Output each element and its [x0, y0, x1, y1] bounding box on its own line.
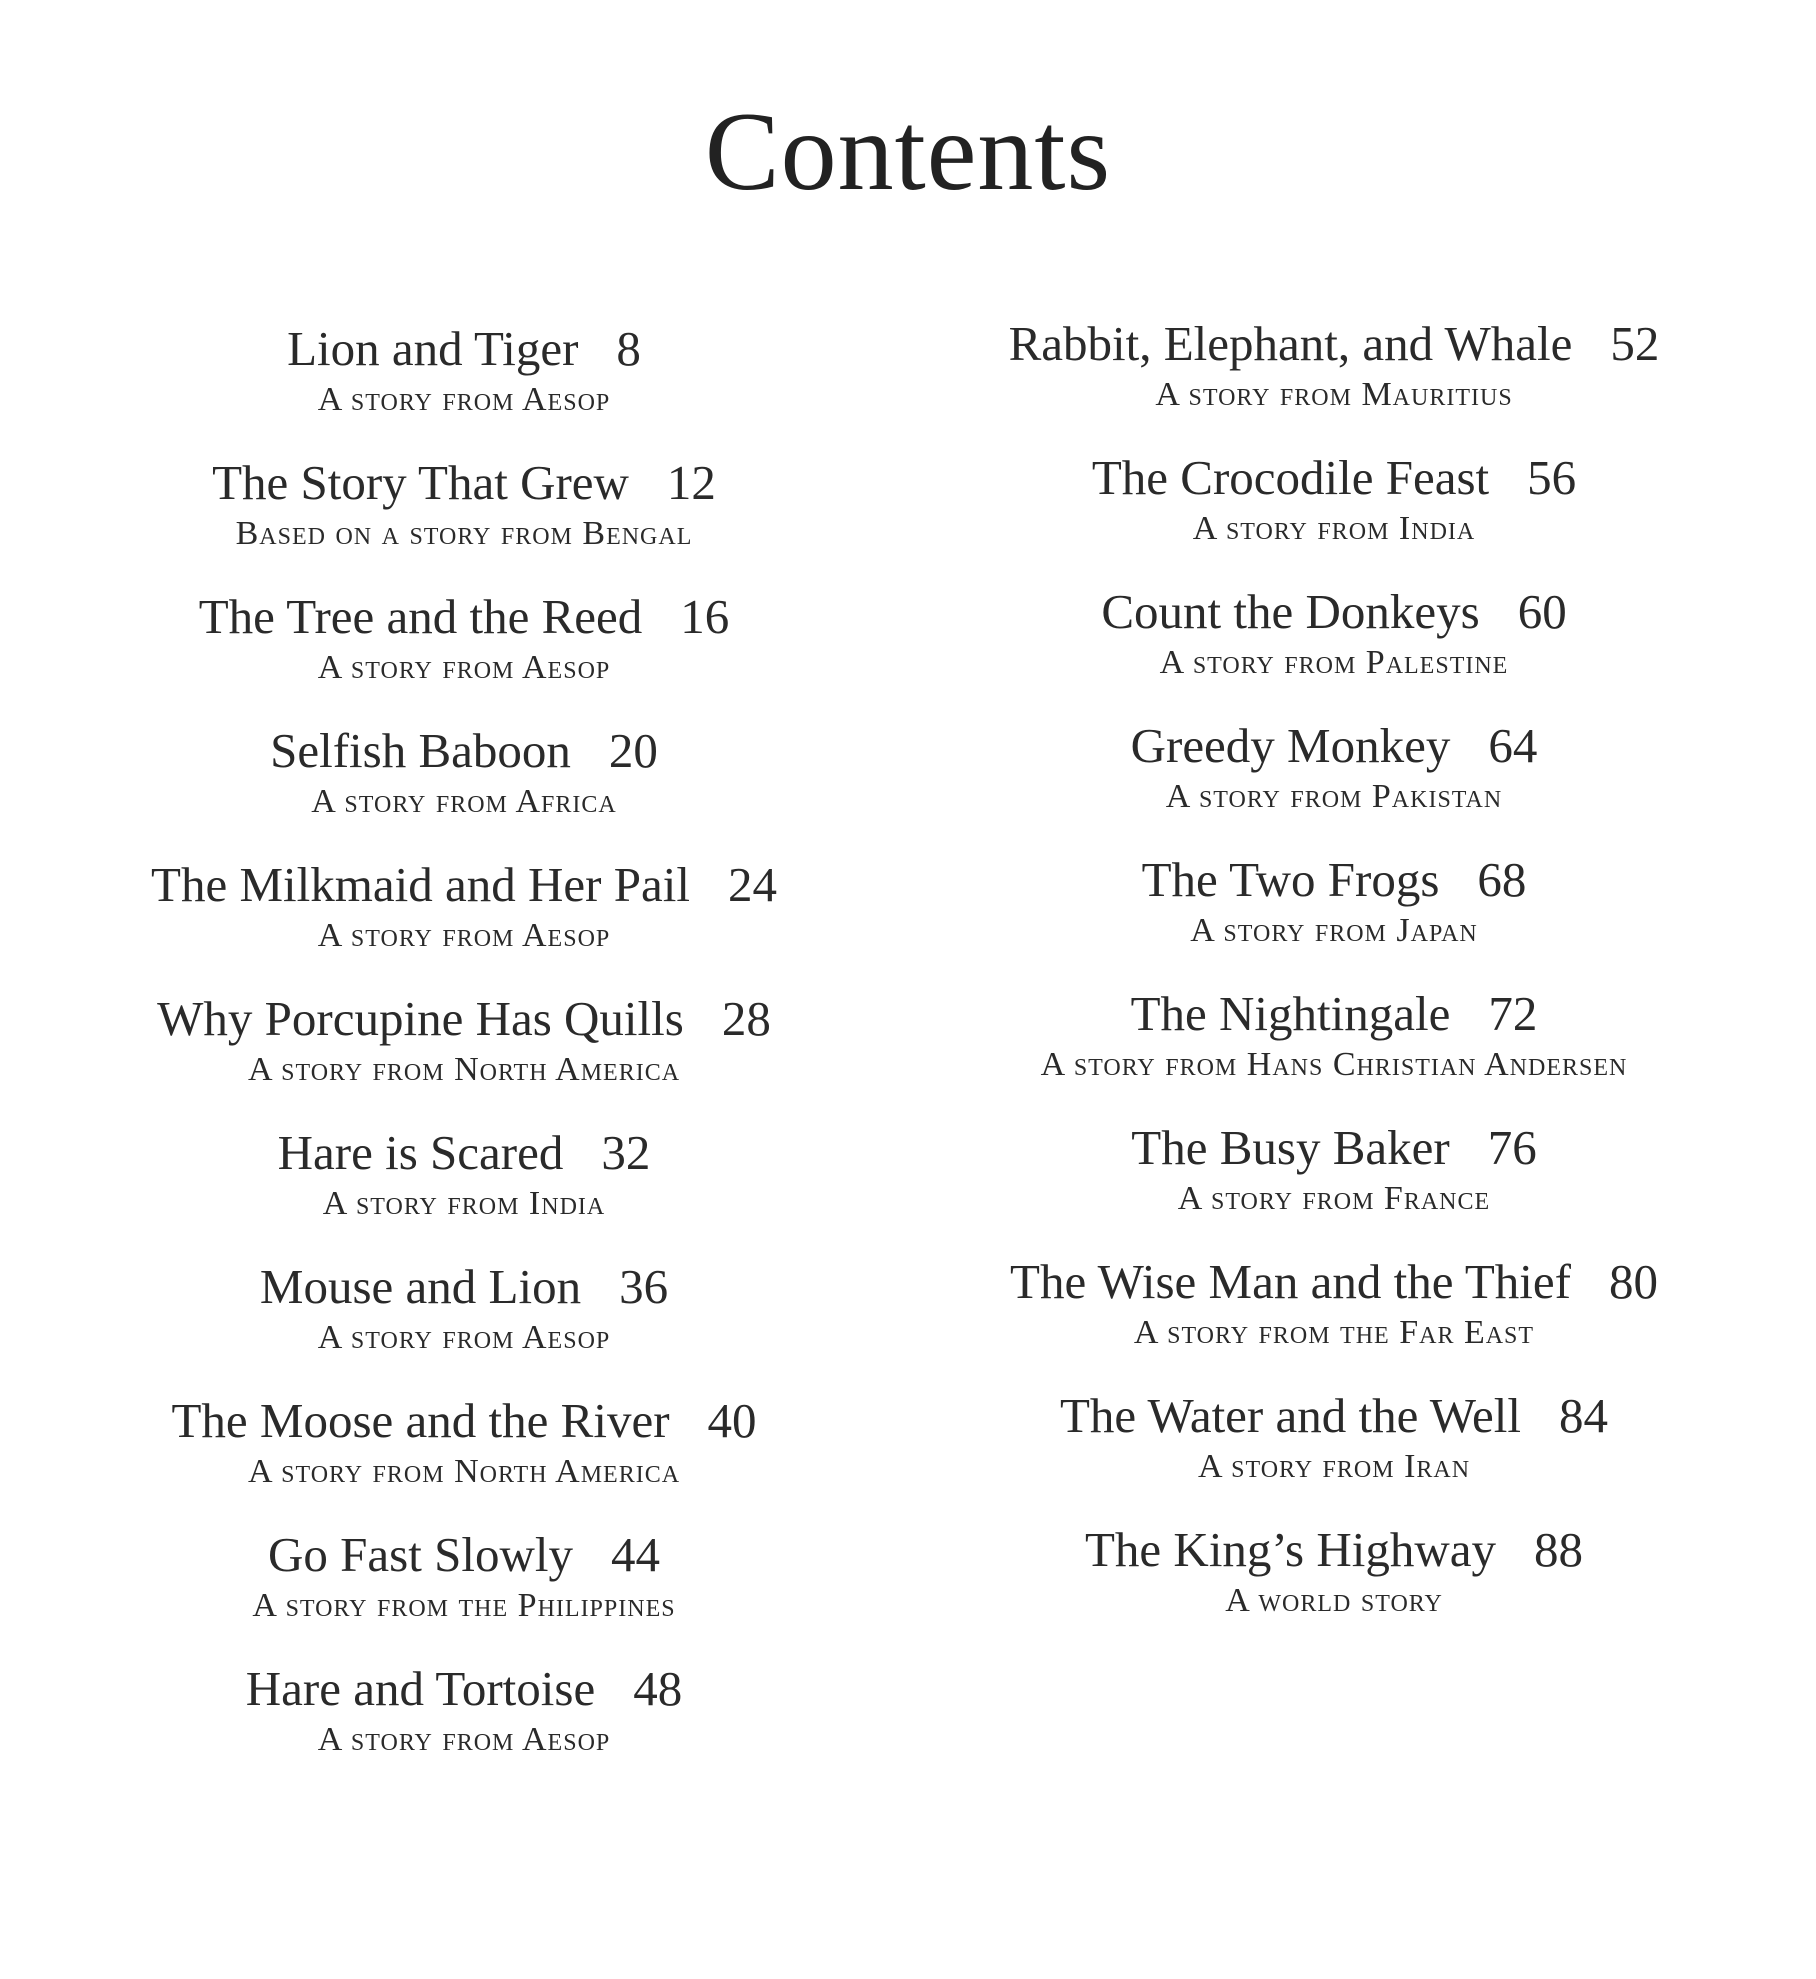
entry-title-line — [954, 985, 1714, 1043]
page-number: 52 — [1610, 316, 1660, 371]
story-source: A story from Aesop — [317, 381, 611, 418]
story-source: A story from India — [322, 1185, 606, 1222]
page-number: 32 — [601, 1125, 651, 1180]
toc-entry — [954, 717, 1714, 819]
page-number: 24 — [727, 857, 777, 912]
entry-title-line — [84, 1660, 844, 1718]
toc-entry — [954, 583, 1714, 685]
story-title: The Wise Man and the Thief — [1010, 1254, 1571, 1309]
page-number: 68 — [1477, 852, 1527, 907]
story-title: Why Porcupine Has Quills — [157, 991, 684, 1046]
entry-title-line — [84, 320, 844, 378]
story-source: A story from North America — [247, 1051, 681, 1088]
story-title: The Milkmaid and Her Pail — [151, 857, 690, 912]
toc-entry — [954, 1521, 1714, 1623]
entry-title-line — [954, 1387, 1714, 1445]
story-title: Lion and Tiger — [287, 321, 579, 376]
story-title: The Busy Baker — [1131, 1120, 1450, 1175]
story-source: A story from Aesop — [317, 917, 611, 954]
story-title: The Moose and the River — [171, 1393, 670, 1448]
story-title: Count the Donkeys — [1101, 584, 1480, 639]
story-source: A story from Palestine — [1159, 644, 1509, 681]
toc-entry — [84, 588, 844, 690]
toc-entry — [84, 454, 844, 556]
entry-title-line — [954, 449, 1714, 507]
story-source: A story from Africa — [311, 783, 617, 820]
story-source: A story from Aesop — [317, 649, 611, 686]
entry-title-line — [84, 990, 844, 1048]
story-source: A story from France — [1177, 1180, 1491, 1217]
toc-entry — [954, 985, 1714, 1087]
story-title: The Tree and the Reed — [198, 589, 643, 644]
page-number: 8 — [616, 321, 641, 376]
story-source: A story from Hans Christian Andersen — [1040, 1046, 1628, 1083]
story-title: The King’s Highway — [1085, 1522, 1496, 1577]
page-number: 88 — [1534, 1522, 1583, 1577]
story-source: A story from Aesop — [317, 1319, 611, 1356]
toc-entry — [954, 1387, 1714, 1489]
entry-title-line — [84, 856, 844, 914]
story-title: The Two Frogs — [1141, 852, 1440, 907]
story-source: A story from India — [1192, 510, 1476, 547]
page-number: 72 — [1488, 986, 1538, 1041]
page-number: 64 — [1488, 718, 1538, 773]
page-number: 20 — [608, 723, 658, 778]
story-source: A story from Aesop — [317, 1721, 611, 1758]
story-source: A story from Mauritius — [1155, 376, 1513, 413]
story-source: A world story — [1225, 1582, 1443, 1619]
entry-title-line — [84, 1258, 844, 1316]
story-title: Hare is Scared — [277, 1125, 564, 1180]
toc-entry — [84, 856, 844, 958]
entry-title-line — [954, 1521, 1714, 1579]
toc-entry — [84, 1526, 844, 1628]
toc-entry — [84, 320, 844, 422]
story-title: Selfish Baboon — [270, 723, 571, 778]
toc-entry — [84, 1392, 844, 1494]
story-source: A story from the Philippines — [252, 1587, 676, 1624]
story-source: A story from Iran — [1197, 1448, 1471, 1485]
story-title: The Crocodile Feast — [1091, 450, 1490, 505]
entry-title-line — [954, 717, 1714, 775]
entry-title-line — [84, 1124, 844, 1182]
entry-title-line — [954, 1253, 1714, 1311]
story-source: Based on a story from Bengal — [235, 515, 693, 552]
toc-entry — [84, 1258, 844, 1360]
toc-entry — [954, 1119, 1714, 1221]
toc-entry — [954, 315, 1714, 417]
page-number: 36 — [619, 1259, 669, 1314]
entry-title-line — [84, 1392, 844, 1450]
toc-entry — [954, 1253, 1714, 1355]
entry-title-line — [84, 588, 844, 646]
toc-entry — [954, 851, 1714, 953]
toc-entry — [84, 1660, 844, 1762]
story-source: A story from Pakistan — [1165, 778, 1503, 815]
entry-title-line — [84, 722, 844, 780]
entry-title-line — [954, 315, 1714, 373]
story-title: Go Fast Slowly — [268, 1527, 573, 1582]
page-number: 76 — [1487, 1120, 1537, 1175]
toc-entry — [84, 990, 844, 1092]
toc-entry — [84, 1124, 844, 1226]
story-title: Greedy Monkey — [1130, 718, 1451, 773]
entry-title-line — [84, 1526, 844, 1584]
toc-entry — [954, 449, 1714, 551]
page-title: Contents — [704, 90, 1112, 214]
page-number: 80 — [1608, 1254, 1658, 1309]
page-number: 16 — [680, 589, 730, 644]
page-number: 56 — [1527, 450, 1577, 505]
story-title: The Story That Grew — [212, 455, 629, 510]
page-number: 40 — [707, 1393, 757, 1448]
page-number: 12 — [666, 455, 716, 510]
entry-title-line — [954, 851, 1714, 909]
page-number: 84 — [1559, 1388, 1609, 1443]
entry-title-line — [954, 583, 1714, 641]
story-title: Rabbit, Elephant, and Whale — [1008, 316, 1573, 371]
entry-title-line — [84, 454, 844, 512]
page-number: 44 — [610, 1527, 660, 1582]
story-source: A story from the Far East — [1133, 1314, 1535, 1351]
story-title: Mouse and Lion — [259, 1259, 582, 1314]
story-source: A story from North America — [247, 1453, 681, 1490]
story-title: Hare and Tortoise — [245, 1661, 596, 1716]
story-source: A story from Japan — [1190, 912, 1478, 949]
story-title: The Nightingale — [1130, 986, 1451, 1041]
page-number: 48 — [633, 1661, 683, 1716]
toc-entry — [84, 722, 844, 824]
story-title: The Water and the Well — [1059, 1388, 1522, 1443]
page-number: 60 — [1517, 584, 1567, 639]
page-number: 28 — [721, 991, 771, 1046]
entry-title-line — [954, 1119, 1714, 1177]
